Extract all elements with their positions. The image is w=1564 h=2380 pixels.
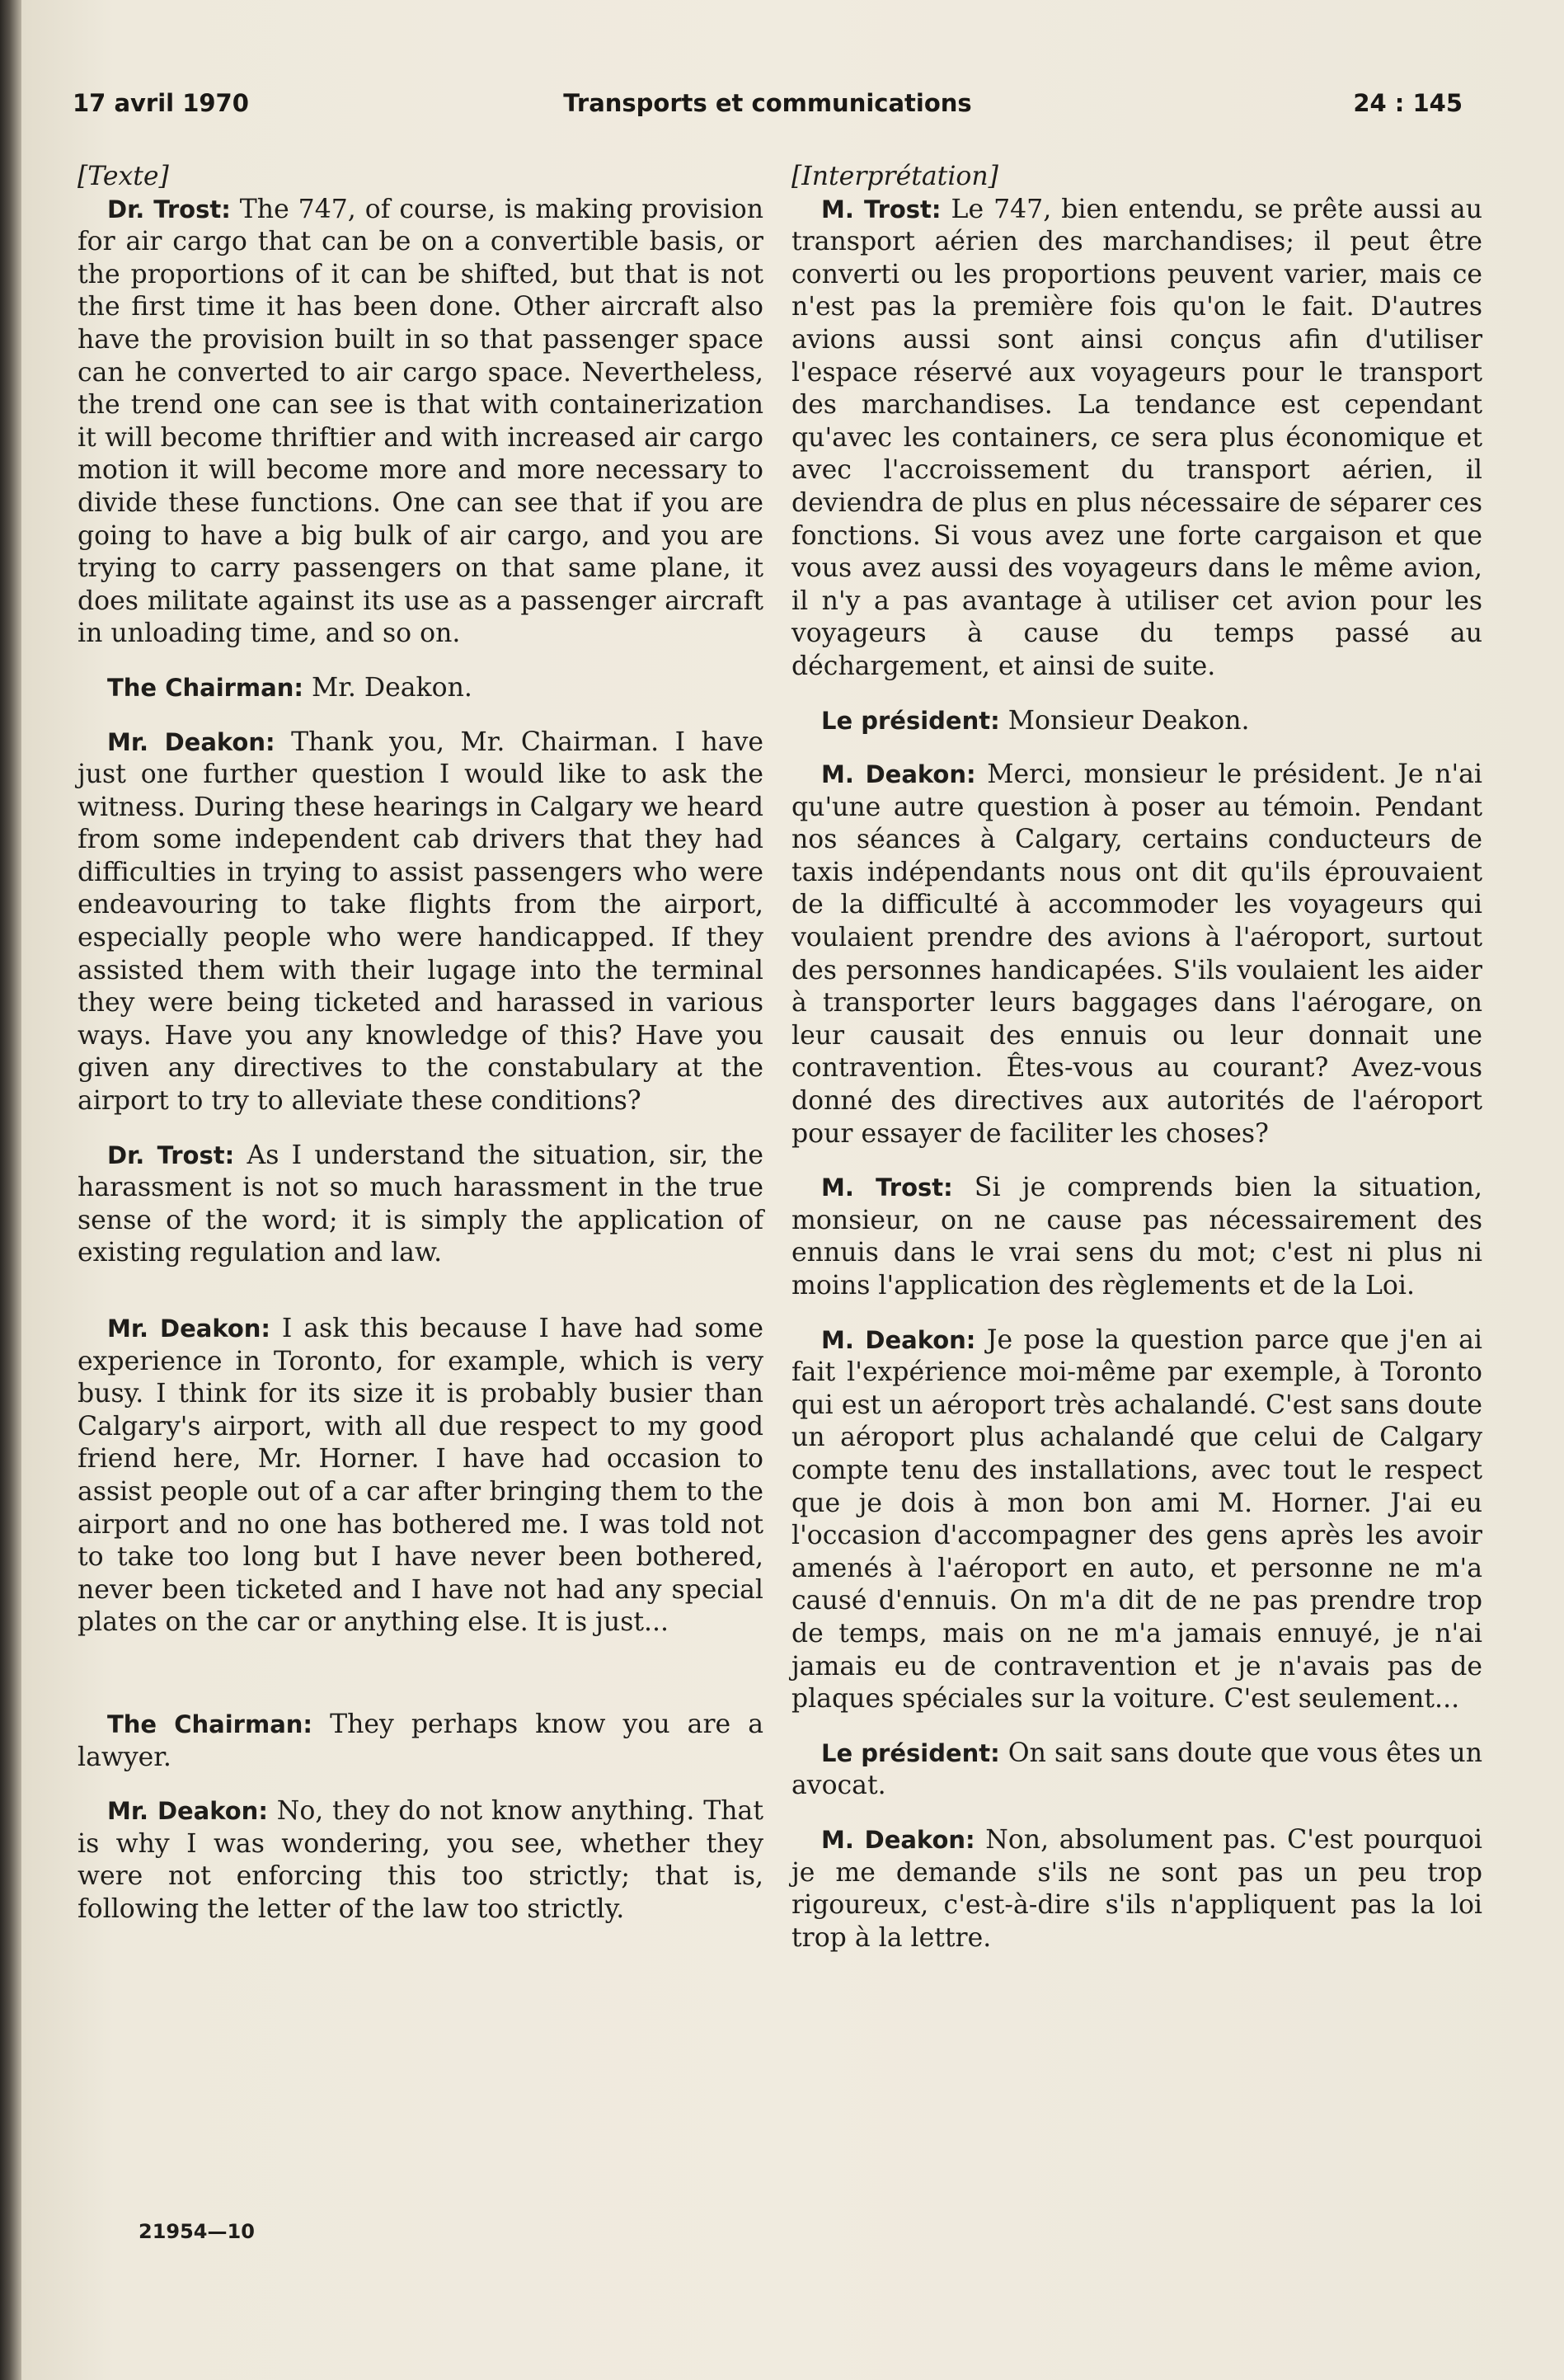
speaker-label: M. Deakon: xyxy=(821,1825,975,1854)
book-spine-shadow xyxy=(0,0,21,2380)
speaker-label: Le président: xyxy=(821,706,1000,735)
paragraph-text: The 747, of course, is making provision for air cargo that can be on a convertible basis, or the proportions of it can be shifted, but that is not the first time it has been done. Other aircraft also have the provision built in so that passenger space can he converted to air cargo space. Nevertheless, the trend one can see is that with containerization it will become thriftier and with increased air cargo motion it will become more and more necessary to divide these functions. One can see that if you are going to have a big bulk of air cargo, and you are trying to carry passengers on that same plane, it does militate against its use as a passenger aircraft in unloading time, and so on. xyxy=(77,194,763,649)
speaker-label: Dr. Trost: xyxy=(107,1141,235,1169)
speaker-label: The Chairman: xyxy=(107,673,303,702)
paragraph-text: Le 747, bien entendu, se prête aussi au transport aérien des marchandises; il peut être converti ou les proportions peuvent varier, mais ce n'est pas la première fois qu'on le fait. D'autres avions aussi sont ainsi conçus afin d'utiliser l'espace réservé aux voyageurs pour le transport des marchandises. La tendance est cependant qu'avec les containers, ce sera plus économique et avec l'accroissement du transport aérien, il deviendra de plus en plus nécessaire de séparer ces fonctions. Si vous avez une forte cargaison et que vous avez aussi des voyageurs dans le même avion, il n'y a pas avantage à utiliser cet avion pour les voyageurs à cause du temps passé au déchargement, et ainsi de suite. xyxy=(791,194,1482,681)
header-date: 17 avril 1970 xyxy=(73,89,249,117)
paragraph-text: Merci, monsieur le président. Je n'ai qu'une autre question à poser au témoin. Pendant nos séances à Calgary, certains conducteurs de taxis indépendants nous ont dit qu'ils éprouvaient de la difficulté à accommoder les voyageurs qui voulaient prendre des avions à l'aéroport, surtout des personnes handicapées. S'ils voulaient les aider à transporter leurs baggages dans l'aérogare, on leur causait des ennuis ou leur donnait une contravention. Êtes-vous au courant? Avez-vous donné des directives aux autorités de l'aéroport pour essayer de faciliter les choses? xyxy=(791,760,1482,1149)
paragraph xyxy=(791,759,1482,1150)
speaker-label: M. Deakon: xyxy=(821,1325,976,1354)
header-page-number: 24 : 145 xyxy=(1353,89,1463,117)
speaker-label: Mr. Deakon: xyxy=(107,727,275,756)
speaker-label: Mr. Deakon: xyxy=(107,1315,271,1343)
paragraph-text: Monsieur Deakon. xyxy=(999,705,1250,736)
paragraph-text: They perhaps know you are a lawyer. xyxy=(77,1709,763,1772)
speaker-label: M. Trost: xyxy=(821,1174,953,1202)
paragraph xyxy=(791,705,1482,738)
paragraph xyxy=(77,727,763,1118)
paragraph xyxy=(77,194,763,651)
paragraph-text: Si je comprends bien la situation, monsieur, on ne cause pas nécessairement des ennuis dans le vrai sens du mot; c'est ni plus ni moins l'application des règlements et de la Loi. xyxy=(791,1173,1482,1301)
paragraph xyxy=(77,1795,763,1926)
english-column xyxy=(77,161,763,1948)
speaker-label: M. Trost: xyxy=(821,195,942,223)
paragraph-text: Mr. Deakon. xyxy=(303,672,472,703)
paragraph xyxy=(77,1709,763,1774)
paragraph xyxy=(791,194,1482,684)
paragraph xyxy=(791,1738,1482,1803)
french-column xyxy=(791,161,1482,1976)
paragraph-text: On sait sans doute que vous êtes un avocat. xyxy=(791,1738,1482,1801)
running-header xyxy=(73,89,1463,125)
paragraph-text: Je pose la question parce que j'en ai fait l'expérience moi-même par exemple, à Toronto qui est un aéroport très achalandé. C'est sans doute un aéroport plus achalandé que celui de Calgary compte tenu des installations, avec tout le respect que je dois à mon bon ami M. Horner. J'ai eu l'occasion d'accompagner des gens après les avoir amenés à l'aéroport en auto, et personne ne m'a causé d'ennuis. On m'a dit de ne pas prendre trop de temps, mais on ne m'a jamais ennuyé, je n'ai jamais eu de contravention et je n'avais pas de plaques spéciales sur la voiture. C'est seulement... xyxy=(791,1324,1482,1714)
paragraph-text: No, they do not know anything. That is why I was wondering, you see, whether they were not enforcing this too strictly; that is, following the letter of the law too strictly. xyxy=(77,1796,763,1924)
paragraph xyxy=(77,1140,763,1270)
section-tag-english: [Texte] xyxy=(77,162,169,191)
section-tag-french: [Interprétation] xyxy=(791,162,998,191)
header-title: Transports et communications xyxy=(563,89,972,117)
paragraph xyxy=(791,1824,1482,1954)
speaker-label: M. Deakon: xyxy=(821,760,976,789)
paragraph-text: Non, absolument pas. C'est pourquoi je me demande s'ils ne sont pas un peu trop rigoureux, c'est-à-dire s'ils n'appliquent pas la loi trop à la lettre. xyxy=(791,1824,1482,1953)
paragraph-text: As I understand the situation, sir, the harassment is not so much harassment in the true sense of the word; it is simply the application of existing regulation and law. xyxy=(77,1140,763,1268)
paragraph xyxy=(77,672,763,705)
paragraph xyxy=(791,1172,1482,1302)
printer-mark: 21954—10 xyxy=(139,2220,255,2243)
speaker-label: The Chairman: xyxy=(107,1710,313,1738)
paragraph xyxy=(77,1313,763,1639)
paragraph-text: I ask this because I have had some experience in Toronto, for example, which is very busy. I think for its size it is probably busier than Calgary's airport, with all due respect to my good friend here, Mr. Horner. I have had occasion to assist people out of a car after bringing them to the airport and no one has bothered me. I was told not to take too long but I have never been bothered, never been ticketed and I have not had any special plates on the car or anything else. It is just... xyxy=(77,1314,763,1638)
speaker-label: Le président: xyxy=(821,1738,1000,1767)
speaker-label: Dr. Trost: xyxy=(107,195,231,223)
paragraph-text: Thank you, Mr. Chairman. I have just one further question I would like to ask the witness. During these hearings in Calgary we heard from some independent cab drivers that they had difficulties in trying to assist passengers who were endeavouring to take flights from the airport, especially people who were handicapped. If they assisted them with their lugage into the terminal they were being ticketed and harassed in various ways. Have you any knowledge of this? Have you given any directives to the constabulary at the airport to try to alleviate these conditions? xyxy=(77,727,764,1117)
paragraph xyxy=(791,1324,1482,1716)
speaker-label: Mr. Deakon: xyxy=(107,1797,268,1826)
document-page xyxy=(21,0,1564,2380)
